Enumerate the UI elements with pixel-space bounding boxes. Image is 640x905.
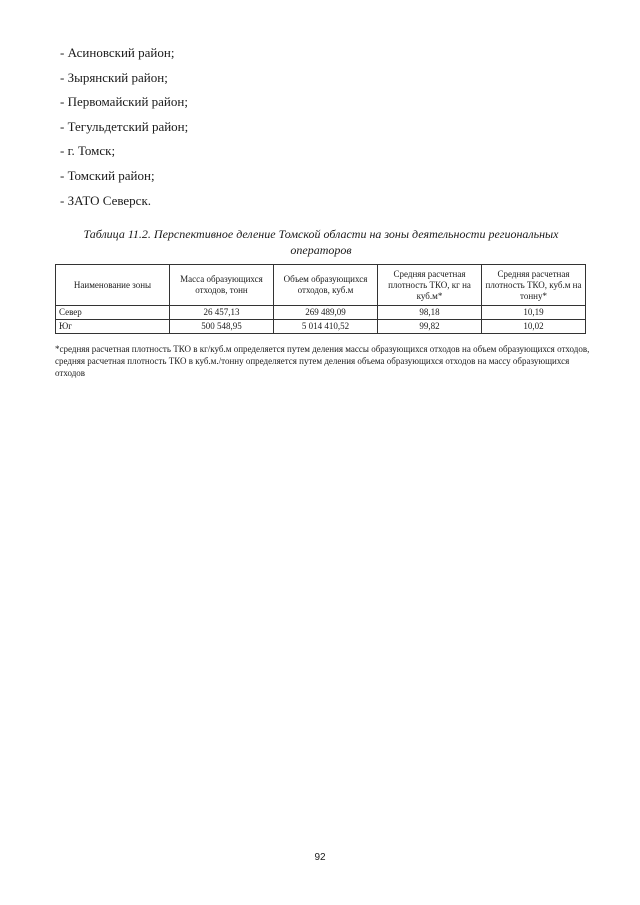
- table-cell: Север: [56, 306, 170, 320]
- table-cell: 10,02: [482, 320, 586, 334]
- table-cell: 99,82: [378, 320, 482, 334]
- table-caption: Таблица 11.2. Перспективное деление Томской области на зоны деятельности региональных операторов: [83, 227, 559, 257]
- list-item: - Зырянский район;: [60, 69, 168, 85]
- header-mass: Масса образующихся отходов, тонн: [170, 265, 274, 306]
- header-volume: Объем образующихся отходов, куб.м: [274, 265, 378, 306]
- table-cell: 10,19: [482, 306, 586, 320]
- table-row: [56, 320, 586, 334]
- table-cell: Юг: [56, 320, 170, 334]
- list-item: - ЗАТО Северск.: [60, 192, 152, 208]
- district-list: [60, 45, 188, 217]
- table-cell: 26 457,13: [170, 306, 274, 320]
- table-cell: 500 548,95: [170, 320, 274, 334]
- table-row: [56, 306, 586, 320]
- header-zone-name: Наименование зоны: [56, 265, 170, 306]
- list-item: - Первомайский район;: [60, 94, 188, 110]
- table-cell: 98,18: [378, 306, 482, 320]
- header-density-kg: Средняя расчетная плотность ТКО, кг на куб.м*: [378, 265, 482, 306]
- page-number: 92: [314, 852, 326, 863]
- list-item: - г. Томск;: [60, 143, 116, 159]
- list-item: - Тегульдетский район;: [60, 118, 189, 134]
- table-cell: 5 014 410,52: [274, 320, 378, 334]
- list-item: - Асиновский район;: [60, 45, 175, 60]
- table-header-row: [56, 265, 586, 306]
- header-density-m3: Средняя расчетная плотность ТКО, куб.м на тонну*: [482, 265, 586, 306]
- table-cell: 269 489,09: [274, 306, 378, 320]
- zones-table: [55, 264, 586, 334]
- list-item: - Томский район;: [60, 167, 155, 183]
- table-footnote: *средняя расчетная плотность ТКО в кг/куб.м определяется путем деления массы образующихся отходов на объем образующихся отходов, средняя расчетная плотность ТКО в куб.м./тонну определяется путем деления объема образующихся отходов на массу образующихся отходов: [55, 344, 590, 378]
